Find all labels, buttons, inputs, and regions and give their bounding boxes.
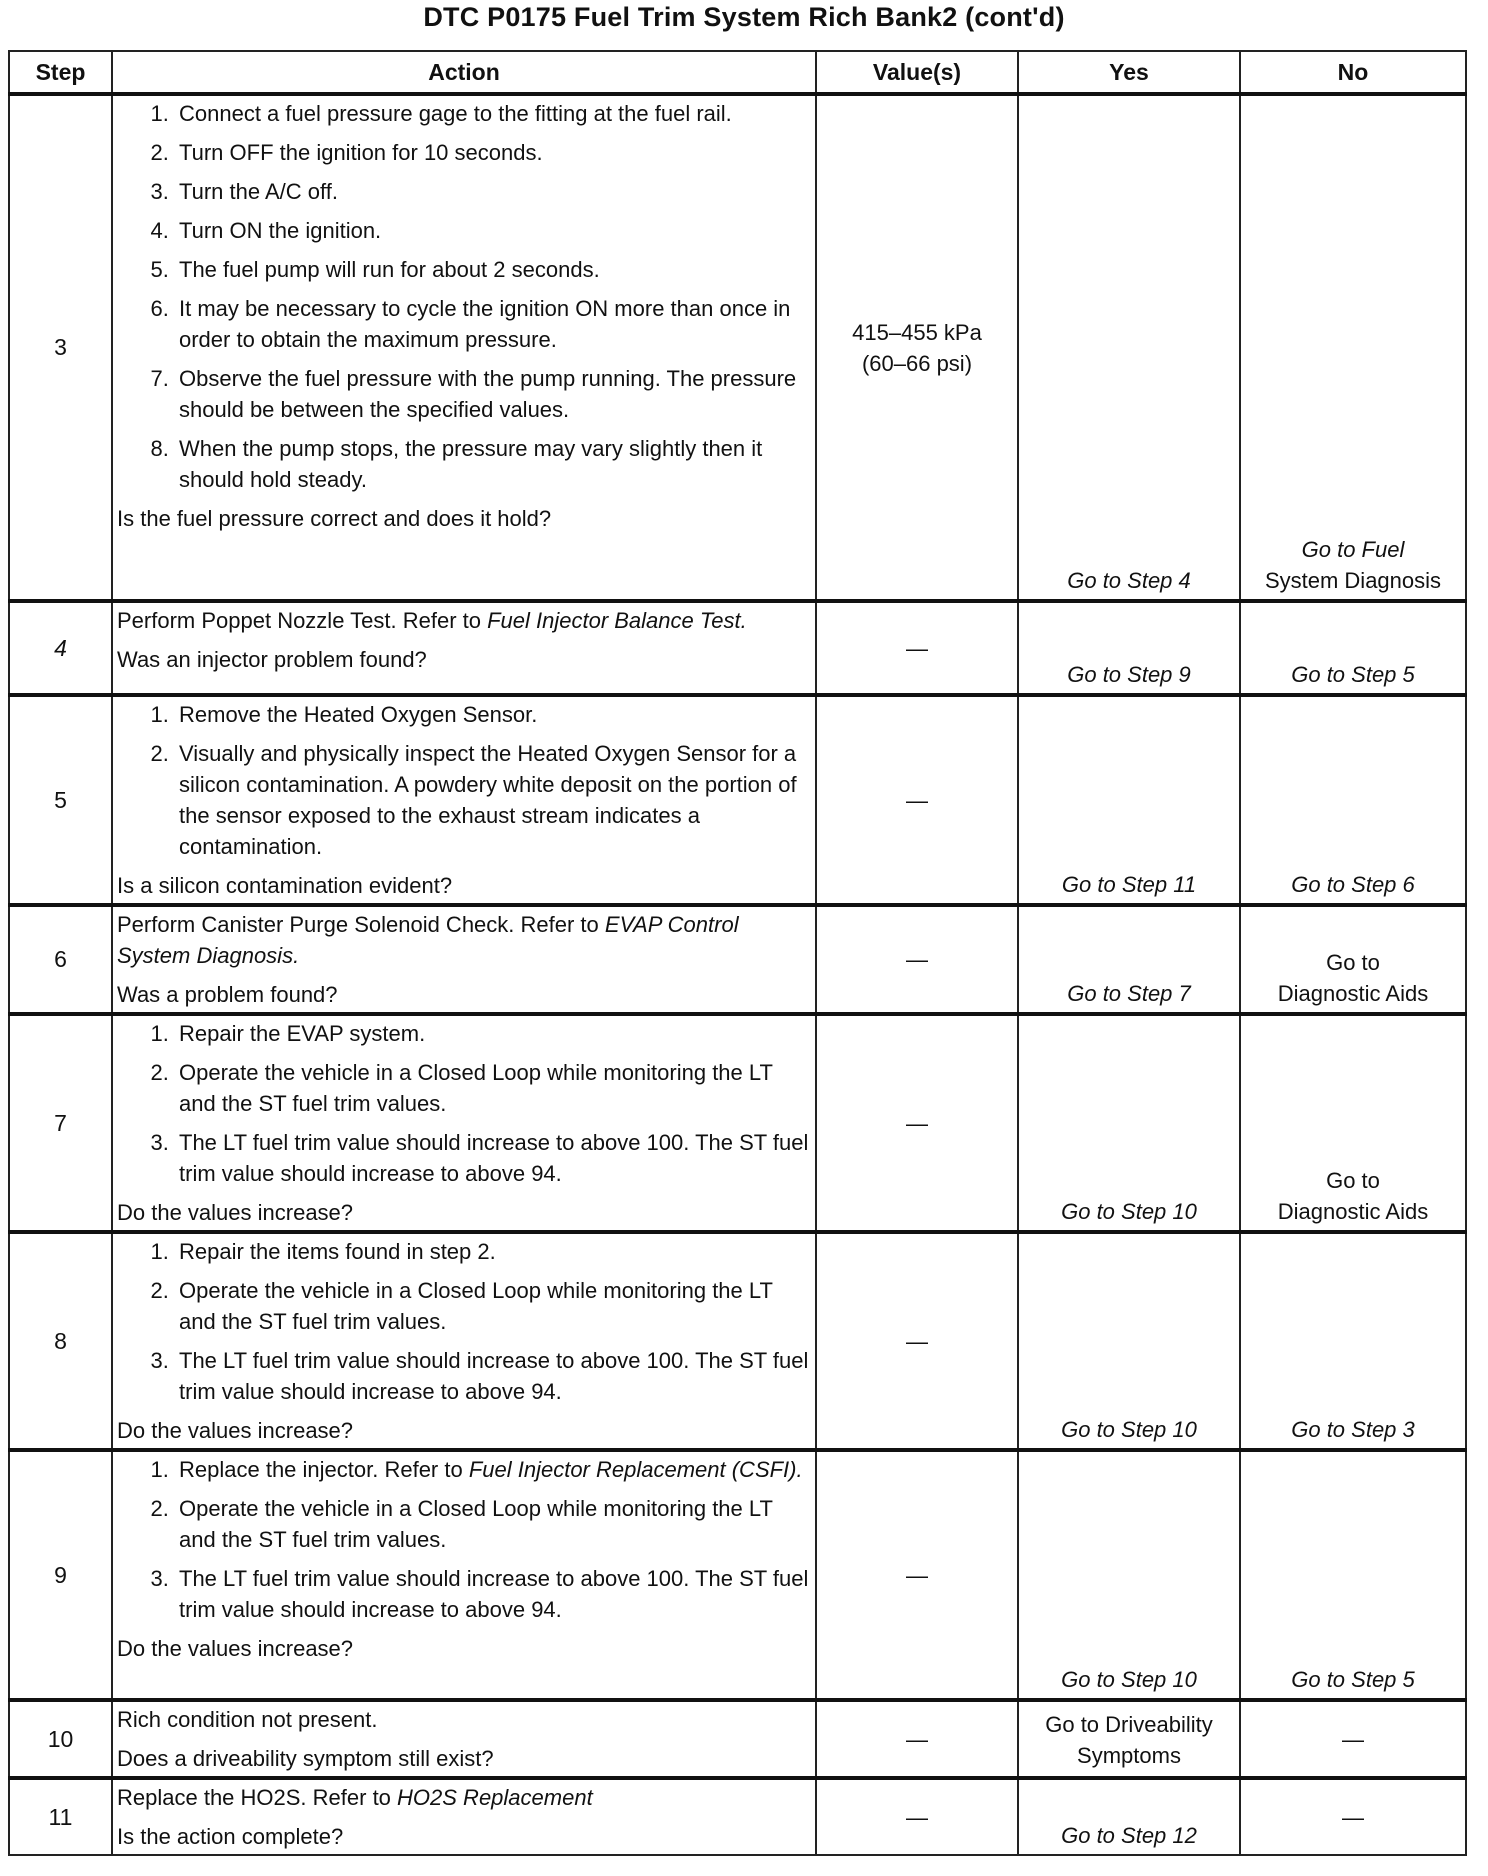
value-cell — [816, 94, 1018, 601]
value-cell: — — [816, 1700, 1018, 1778]
yes-cell: Go to Step 12 — [1018, 1778, 1240, 1855]
no-cell — [1240, 94, 1466, 601]
no-cell — [1240, 905, 1466, 1014]
step-number: 9 — [9, 1450, 112, 1700]
header-no: No — [1240, 51, 1466, 94]
table-header-row — [9, 51, 1466, 94]
list-item: 2. Visually and physically inspect the Heated Oxygen Sensor for a silicon contamination. A powdery white deposit on the portion of the sensor exposed to the exhaust stream indicates a contamination. — [175, 738, 811, 862]
list-item: 5. The fuel pump will run for about 2 seconds. — [175, 254, 811, 285]
action-cell — [112, 601, 816, 695]
value-cell: — — [816, 905, 1018, 1014]
action-steps-list — [117, 1018, 811, 1189]
reference-link: Fuel Injector Replacement (CSFI). — [468, 1457, 803, 1482]
no-cell: — — [1240, 1700, 1466, 1778]
yes-cell: Go to Step 4 — [1018, 94, 1240, 601]
value-cell: — — [816, 1778, 1018, 1855]
value-cell: — — [816, 1232, 1018, 1450]
header-yes: Yes — [1018, 51, 1240, 94]
table-row — [9, 1232, 1466, 1450]
question-text: Do the values increase? — [117, 1418, 354, 1443]
list-item: 1. Repair the EVAP system. — [175, 1018, 811, 1049]
list-item: 3. The LT fuel trim value should increase to above 100. The ST fuel trim value should increase to above 94. — [175, 1563, 811, 1625]
action-cell — [112, 94, 816, 601]
table-row — [9, 1700, 1466, 1778]
action-cell — [112, 905, 816, 1014]
table-row — [9, 1014, 1466, 1232]
header-step: Step — [9, 51, 112, 94]
question-text: Is the action complete? — [117, 1824, 344, 1849]
no-cell: Go to Step 3 — [1240, 1232, 1466, 1450]
list-item: 7. Observe the fuel pressure with the pump running. The pressure should be between the specified values. — [175, 363, 811, 425]
action-steps-list — [117, 98, 811, 495]
yes-cell: Go to Step 11 — [1018, 695, 1240, 905]
step-number: 11 — [9, 1778, 112, 1855]
list-item: 1. Remove the Heated Oxygen Sensor. — [175, 699, 811, 730]
step-number: 5 — [9, 695, 112, 905]
question-text: Is a silicon contamination evident? — [117, 873, 453, 898]
yes-cell: Go to Step 10 — [1018, 1232, 1240, 1450]
question-text: Do the values increase? — [117, 1200, 354, 1225]
list-item: 4. Turn ON the ignition. — [175, 215, 811, 246]
value-cell: — — [816, 695, 1018, 905]
action-cell — [112, 1700, 816, 1778]
action-cell — [112, 695, 816, 905]
no-line-1: Go to — [1326, 1168, 1380, 1193]
yes-cell: Go to Step 10 — [1018, 1450, 1240, 1700]
table-row — [9, 1450, 1466, 1700]
action-steps-list — [117, 699, 811, 862]
no-cell: Go to Step 6 — [1240, 695, 1466, 905]
no-cell: Go to Step 5 — [1240, 601, 1466, 695]
item-prefix: Replace the injector. Refer to — [179, 1457, 469, 1482]
list-item: 1. Connect a fuel pressure gage to the fitting at the fuel rail. — [175, 98, 811, 129]
reference-link: EVAP Control System Diagnosis. — [117, 912, 739, 968]
list-item: 2. Operate the vehicle in a Closed Loop while monitoring the LT and the ST fuel trim values. — [175, 1493, 811, 1555]
action-text — [117, 605, 811, 636]
step-number: 6 — [9, 905, 112, 1014]
action-cell — [112, 1014, 816, 1232]
step-number: 3 — [9, 94, 112, 601]
no-cell: Go to Step 5 — [1240, 1450, 1466, 1700]
value-cell: — — [816, 1450, 1018, 1700]
list-item: 6. It may be necessary to cycle the ignition ON more than once in order to obtain the maximum pressure. — [175, 293, 811, 355]
action-text-prefix: Replace the HO2S. Refer to — [117, 1785, 398, 1810]
yes-cell — [1018, 1700, 1240, 1778]
question-text: Is the fuel pressure correct and does it hold? — [117, 506, 552, 531]
yes-cell: Go to Step 10 — [1018, 1014, 1240, 1232]
table-row — [9, 1778, 1466, 1855]
action-text: Rich condition not present. — [117, 1707, 378, 1732]
action-text-prefix: Perform Poppet Nozzle Test. Refer to — [117, 608, 488, 633]
table-row — [9, 695, 1466, 905]
list-item: 3. The LT fuel trim value should increase to above 100. The ST fuel trim value should increase to above 94. — [175, 1345, 811, 1407]
no-cell: — — [1240, 1778, 1466, 1855]
list-item — [175, 1454, 811, 1485]
yes-line-1: Go to Driveability — [1045, 1711, 1213, 1737]
yes-line-2: Symptoms — [1077, 1742, 1181, 1768]
question-text: Was a problem found? — [117, 982, 338, 1007]
list-item: 2. Turn OFF the ignition for 10 seconds. — [175, 137, 811, 168]
header-values: Value(s) — [816, 51, 1018, 94]
list-item: 3. The LT fuel trim value should increase to above 100. The ST fuel trim value should increase to above 94. — [175, 1127, 811, 1189]
question-text: Was an injector problem found? — [117, 647, 427, 672]
step-number: 10 — [9, 1700, 112, 1778]
diagnostic-table — [8, 50, 1467, 1856]
action-cell — [112, 1778, 816, 1855]
yes-cell: Go to Step 9 — [1018, 601, 1240, 695]
action-steps-list — [117, 1236, 811, 1407]
step-number: 7 — [9, 1014, 112, 1232]
no-line-2: System Diagnosis — [1264, 568, 1442, 593]
action-text-prefix: Perform Canister Purge Solenoid Check. Refer to — [117, 912, 605, 937]
value-kpa: 415–455 kPa — [852, 319, 982, 345]
table-row — [9, 601, 1466, 695]
yes-cell: Go to Step 7 — [1018, 905, 1240, 1014]
reference-link: Fuel Injector Balance Test. — [487, 608, 747, 633]
list-item: 8. When the pump stops, the pressure may vary slightly then it should hold steady. — [175, 433, 811, 495]
list-item: 2. Operate the vehicle in a Closed Loop while monitoring the LT and the ST fuel trim values. — [175, 1275, 811, 1337]
list-item: 1. Repair the items found in step 2. — [175, 1236, 811, 1267]
reference-link: HO2S Replacement — [397, 1785, 593, 1810]
value-psi: (60–66 psi) — [861, 350, 973, 376]
no-line-1: Go to Fuel — [1301, 537, 1405, 562]
header-action: Action — [112, 51, 816, 94]
action-text — [117, 909, 811, 971]
action-cell — [112, 1450, 816, 1700]
no-line-2: Diagnostic Aids — [1277, 981, 1429, 1006]
no-line-2: Diagnostic Aids — [1277, 1199, 1429, 1224]
no-line-1: Go to — [1326, 950, 1380, 975]
step-number: 4 — [9, 601, 112, 695]
value-cell: — — [816, 1014, 1018, 1232]
list-item: 2. Operate the vehicle in a Closed Loop while monitoring the LT and the ST fuel trim values. — [175, 1057, 811, 1119]
action-steps-list — [117, 1454, 811, 1625]
action-text — [117, 1782, 811, 1813]
question-text: Do the values increase? — [117, 1636, 354, 1661]
table-row — [9, 905, 1466, 1014]
action-cell — [112, 1232, 816, 1450]
list-item: 3. Turn the A/C off. — [175, 176, 811, 207]
value-cell: — — [816, 601, 1018, 695]
page-title: DTC P0175 Fuel Trim System Rich Bank2 (cont'd) — [423, 2, 1065, 32]
table-row — [9, 94, 1466, 601]
question-text: Does a driveability symptom still exist? — [117, 1746, 494, 1771]
no-cell — [1240, 1014, 1466, 1232]
step-number: 8 — [9, 1232, 112, 1450]
